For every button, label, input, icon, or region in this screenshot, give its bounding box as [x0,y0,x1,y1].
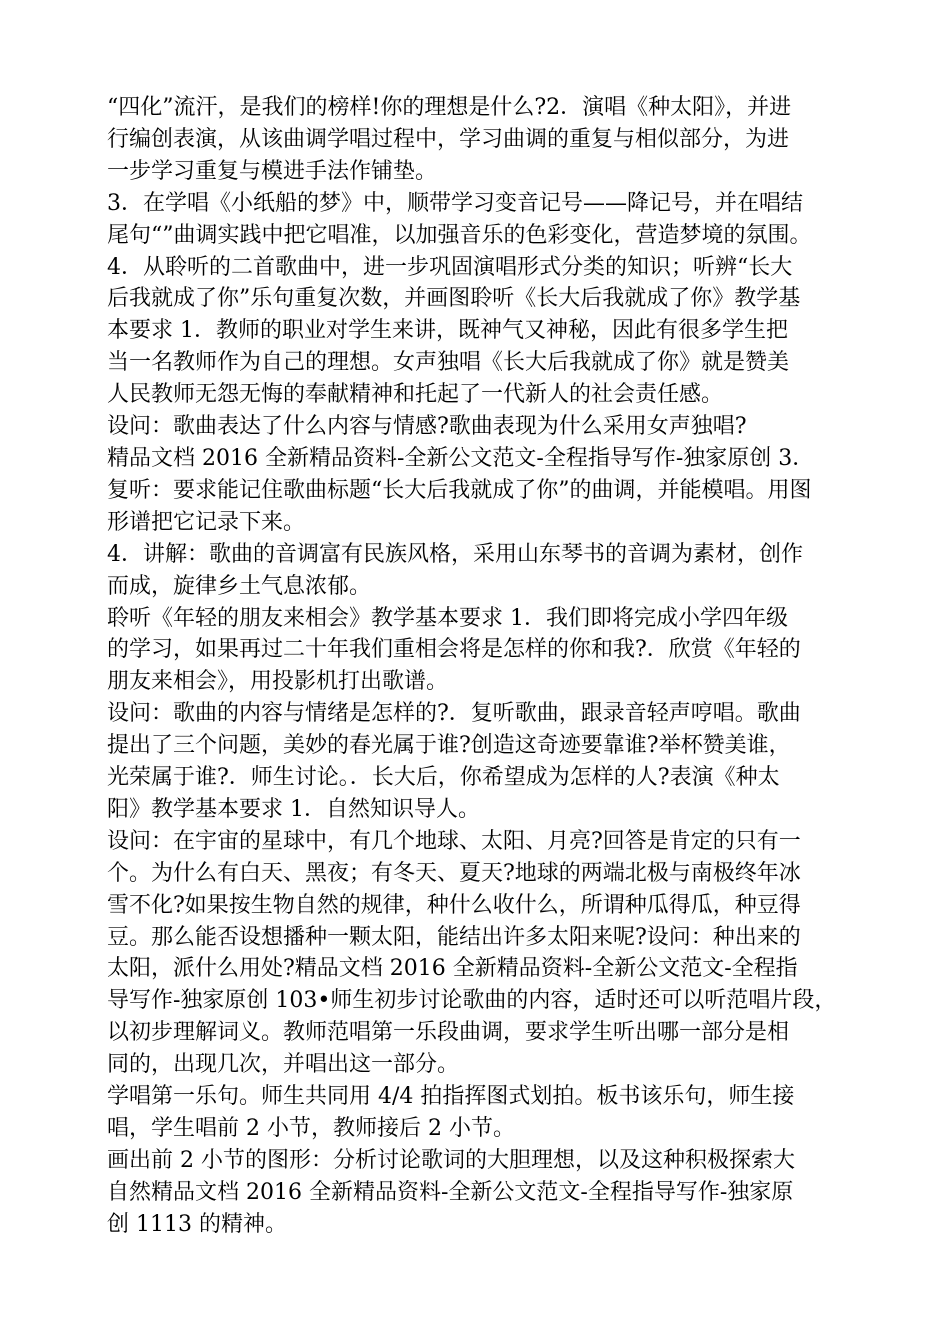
paragraph: 设问：歌曲表达了什么内容与情感?歌曲表现为什么采用女声独唱? [107,414,747,440]
paragraph: 精品文档 2016 全新精品资料-全新公文范文-全程指导写作-独家原创 3． 复听：要求能记住歌曲标题“长大后我就成了你”的曲调，并能模唱。用图 形谱把它记录下来。 [107,445,815,535]
paragraph: 设问：在宇宙的星球中，有几个地球、太阳、月亮?回答是肯定的只有一 个。为什么有白天、黑夜；有冬天、夏天?地球的两端北极与南极终年冰 雪不化?如果按生物自然的规律，种什么收什么，所谓种瓜得瓜，种豆得 豆。那么能否设想播种一颗太阳，能结出许多太阳来呢?设问：种出来的 太阳，派什么用处?精品文档 2016 全新精品资料-全新公文范文-全程指 导写作-独家原创 103•师生初步讨论歌曲的内容，适时还可以听范唱片段， 以初步理解词义。教师范唱第一乐段曲调，要求学生听出哪一部分是相 同的，出现几次，并唱出这一部分。 [107,828,837,1078]
paragraph: 学唱第一乐句。师生共同用 4/4 拍指挥图式划拍。板书该乐句，师生接 唱，学生唱前 2 小节，教师接后 2 小节。 [107,1084,795,1141]
paragraph: 4．讲解：歌曲的音调富有民族风格，采用山东琴书的音调为素材，创作 而成，旋律乡土气息浓郁。 [107,541,803,599]
document-body [107,92,852,1241]
paragraph: 3．在学唱《小纸船的梦》中，顺带学习变音记号——降记号，并在唱结 尾句“”曲调实践中把它唱准，以加强音乐的色彩变化，营造梦境的氛围。 [107,190,812,248]
paragraph: 4．从聆听的二首歌曲中，进一步巩固演唱形式分类的知识；听辨“长大 后我就成了你”乐句重复次数，并画图聆听《长大后我就成了你》教学基 本要求 1．教师的职业对学生来讲，既神气又神秘，因此有很多学生把 当一名教师作为自己的理想。女声独唱《长大后我就成了你》就是赞美 人民教师无怨无悔的奉献精神和托起了一代新人的社会责任感。 [107,254,801,408]
paragraph: 设问：歌曲的内容与情绪是怎样的?．复听歌曲，跟录音轻声哼唱。歌曲 提出了三个问题，美妙的春光属于谁?创造这奇迹要靠谁?举杯赞美谁， 光荣属于谁?．师生讨论。．长大后，你希望成为怎样的人?表演《种太 阳》教学基本要求 1．自然知识导人。 [107,701,801,822]
paragraph: 聆听《年轻的朋友来相会》教学基本要求 1．我们即将完成小学四年级 的学习，如果再过二十年我们重相会将是怎样的你和我?．欣赏《年轻的 朋友来相会》，用投影机打出歌谱。 [107,605,801,695]
paragraph: 画出前 2 小节的图形：分析讨论歌词的大胆理想，以及这种积极探索大 自然精品文档 2016 全新精品资料-全新公文范文-全程指导写作-独家原 创 1113 的精神。 [107,1147,795,1237]
paragraph: “四化”流汗，是我们的榜样!你的理想是什么?2．演唱《种太阳》，并进 行编创表演，从该曲调学唱过程中，学习曲调的重复与相似部分，为进 一步学习重复与模进手法作铺垫。 [107,95,792,184]
